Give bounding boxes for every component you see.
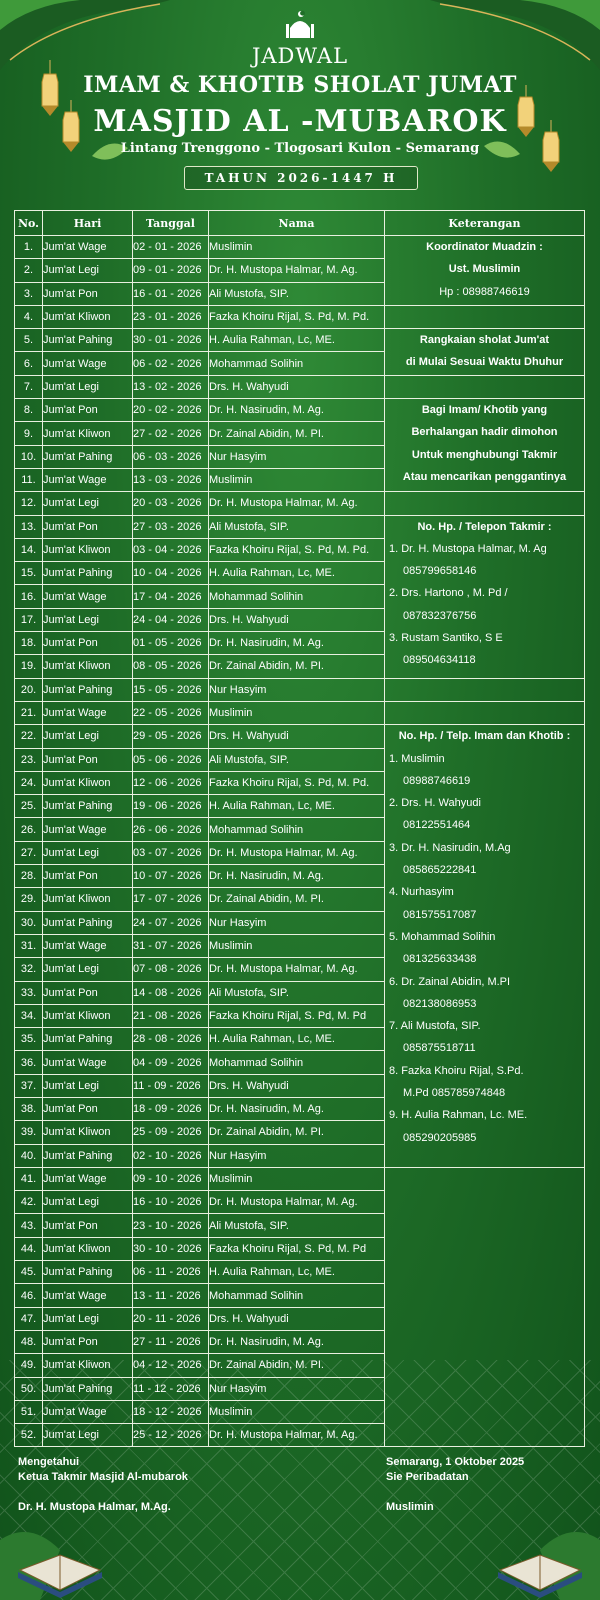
row-name: Muslimin [209, 701, 385, 724]
row-name: Ali Mustofa, SIP. [209, 515, 385, 538]
keterangan-line: Atau mencarikan penggantinya [402, 470, 567, 483]
keterangan-line: 5. Mohammad Solihin [389, 930, 496, 943]
keterangan-line: 1. Dr. H. Mustopa Halmar, M. Ag [389, 542, 547, 555]
footer-left-line2: Ketua Takmir Masjid Al-mubarok [18, 1471, 188, 1483]
row-day: Jum'at Wage [43, 236, 133, 259]
row-number: 41. [15, 1167, 43, 1190]
row-day: Jum'at Pahing [43, 911, 133, 934]
row-name: H. Aulia Rahman, Lc, ME. [209, 329, 385, 352]
keterangan-line [385, 492, 584, 514]
row-number: 22. [15, 725, 43, 748]
keterangan-line: 087832376756 [403, 609, 477, 622]
row-name: Dr. Zainal Abidin, M. PI. [209, 1121, 385, 1144]
keterangan-line [385, 702, 584, 724]
row-number: 12. [15, 492, 43, 515]
keterangan-cell [385, 515, 585, 678]
row-date: 13 - 11 - 2026 [133, 1284, 209, 1307]
row-number: 44. [15, 1237, 43, 1260]
quran-icon [490, 1500, 600, 1600]
row-day: Jum'at Kliwon [43, 771, 133, 794]
keterangan-line: 8. Fazka Khoiru Rijal, S.Pd. [389, 1064, 524, 1077]
keterangan-line: 9. H. Aulia Rahman, Lc. ME. [389, 1109, 528, 1122]
keterangan-line: M.Pd 085785974848 [403, 1086, 506, 1099]
keterangan-line: 3. Dr. H. Nasirudin, M.Ag [389, 841, 511, 854]
table-header-row [15, 211, 585, 236]
row-date: 27 - 03 - 2026 [133, 515, 209, 538]
keterangan-line: 081575517087 [403, 908, 477, 921]
column-header-hari: Hari [43, 211, 133, 236]
row-day: Jum'at Pon [43, 748, 133, 771]
table-row [15, 515, 585, 538]
keterangan-line: 2. Drs. H. Wahyudi [389, 797, 481, 810]
keterangan-cell [385, 236, 585, 306]
row-name: Dr. H. Nasirudin, M. Ag. [209, 399, 385, 422]
row-number: 21. [15, 701, 43, 724]
row-day: Jum'at Kliwon [43, 888, 133, 911]
keterangan-line: 085875518711 [403, 1042, 476, 1055]
row-name: Muslimin [209, 934, 385, 957]
row-number: 2. [15, 259, 43, 282]
row-date: 23 - 01 - 2026 [133, 305, 209, 328]
keterangan-line: 3. Rustam Santiko, S E [389, 632, 503, 645]
row-date: 05 - 06 - 2026 [133, 748, 209, 771]
row-day: Jum'at Wage [43, 818, 133, 841]
row-day: Jum'at Pon [43, 1330, 133, 1353]
row-number: 33. [15, 981, 43, 1004]
keterangan-cell [385, 399, 585, 492]
row-day: Jum'at Pon [43, 1097, 133, 1120]
address: Lintang Trenggono - Tlogosari Kulon - Semarang [120, 141, 480, 156]
table-row [15, 1167, 585, 1190]
row-number: 25. [15, 795, 43, 818]
mosque-name: MASJID AL -MUBAROK [93, 104, 507, 139]
table-row [15, 492, 585, 515]
keterangan-cell [385, 725, 585, 1168]
row-date: 13 - 02 - 2026 [133, 375, 209, 398]
row-date: 06 - 03 - 2026 [133, 445, 209, 468]
table-row [15, 725, 585, 748]
row-number: 11. [15, 468, 43, 491]
row-date: 15 - 05 - 2026 [133, 678, 209, 701]
row-date: 30 - 01 - 2026 [133, 329, 209, 352]
row-number: 47. [15, 1307, 43, 1330]
keterangan-line: 081325633438 [403, 953, 477, 966]
row-day: Jum'at Wage [43, 468, 133, 491]
row-date: 06 - 11 - 2026 [133, 1261, 209, 1284]
row-number: 5. [15, 329, 43, 352]
row-date: 24 - 04 - 2026 [133, 608, 209, 631]
row-date: 29 - 05 - 2026 [133, 725, 209, 748]
row-number: 43. [15, 1214, 43, 1237]
row-date: 07 - 08 - 2026 [133, 958, 209, 981]
footer-left-signatory: Dr. H. Mustopa Halmar, M.Ag. [18, 1501, 171, 1513]
row-name: Dr. H. Mustopa Halmar, M. Ag. [209, 1191, 385, 1214]
row-day: Jum'at Pon [43, 981, 133, 1004]
row-day: Jum'at Wage [43, 1167, 133, 1190]
row-number: 1. [15, 236, 43, 259]
row-date: 22 - 05 - 2026 [133, 701, 209, 724]
row-name: Mohammad Solihin [209, 818, 385, 841]
row-name: Muslimin [209, 468, 385, 491]
row-date: 17 - 04 - 2026 [133, 585, 209, 608]
row-day: Jum'at Legi [43, 1307, 133, 1330]
footer-left [18, 1455, 188, 1515]
row-day: Jum'at Kliwon [43, 1121, 133, 1144]
row-day: Jum'at Pahing [43, 1028, 133, 1051]
row-number: 9. [15, 422, 43, 445]
row-number: 35. [15, 1028, 43, 1051]
row-day: Jum'at Pon [43, 865, 133, 888]
column-header-keterangan: Keterangan [385, 211, 585, 236]
row-day: Jum'at Legi [43, 259, 133, 282]
keterangan-line [385, 376, 584, 398]
table-row [15, 329, 585, 352]
row-number: 42. [15, 1191, 43, 1214]
row-number: 17. [15, 608, 43, 631]
keterangan-cell [385, 492, 585, 515]
row-day: Jum'at Pahing [43, 678, 133, 701]
table-row [15, 375, 585, 398]
row-name: Ali Mustofa, SIP. [209, 282, 385, 305]
keterangan-line: Ust. Muslimin [448, 263, 521, 276]
row-number: 32. [15, 958, 43, 981]
row-day: Jum'at Legi [43, 608, 133, 631]
keterangan-line: 1. Muslimin [389, 752, 445, 765]
keterangan-line: 08988746619 [403, 774, 471, 787]
row-number: 16. [15, 585, 43, 608]
row-name: Dr. H. Mustopa Halmar, M. Ag. [209, 492, 385, 515]
row-day: Jum'at Wage [43, 701, 133, 724]
row-day: Jum'at Wage [43, 1284, 133, 1307]
row-date: 04 - 09 - 2026 [133, 1051, 209, 1074]
keterangan-cell [385, 1167, 585, 1447]
row-day: Jum'at Legi [43, 841, 133, 864]
row-name: Dr. H. Mustopa Halmar, M. Ag. [209, 841, 385, 864]
row-date: 24 - 07 - 2026 [133, 911, 209, 934]
row-name: Dr. Zainal Abidin, M. PI. [209, 422, 385, 445]
footer-right-line2: Sie Peribadatan [386, 1471, 469, 1483]
row-name: Drs. H. Wahyudi [209, 725, 385, 748]
keterangan-line: di Mulai Sesuai Waktu Dhuhur [405, 356, 564, 369]
row-name: Nur Hasyim [209, 1377, 385, 1400]
row-name: Fazka Khoiru Rijal, S. Pd, M. Pd. [209, 305, 385, 328]
row-day: Jum'at Kliwon [43, 1237, 133, 1260]
row-day: Jum'at Kliwon [43, 1354, 133, 1377]
row-number: 37. [15, 1074, 43, 1097]
row-number: 48. [15, 1330, 43, 1353]
row-date: 20 - 03 - 2026 [133, 492, 209, 515]
row-day: Jum'at Kliwon [43, 538, 133, 561]
row-name: Dr. Zainal Abidin, M. PI. [209, 655, 385, 678]
row-name: Nur Hasyim [209, 911, 385, 934]
row-name: Mohammad Solihin [209, 352, 385, 375]
row-date: 01 - 05 - 2026 [133, 632, 209, 655]
row-date: 11 - 12 - 2026 [133, 1377, 209, 1400]
row-number: 34. [15, 1004, 43, 1027]
row-number: 19. [15, 655, 43, 678]
row-name: H. Aulia Rahman, Lc, ME. [209, 1261, 385, 1284]
row-name: Nur Hasyim [209, 1144, 385, 1167]
row-date: 21 - 08 - 2026 [133, 1004, 209, 1027]
row-date: 10 - 04 - 2026 [133, 562, 209, 585]
row-number: 36. [15, 1051, 43, 1074]
row-date: 13 - 03 - 2026 [133, 468, 209, 491]
row-name: Fazka Khoiru Rijal, S. Pd, M. Pd [209, 1004, 385, 1027]
row-day: Jum'at Pahing [43, 329, 133, 352]
keterangan-line: Rangkaian sholat Jum'at [419, 334, 550, 347]
row-day: Jum'at Pahing [43, 1261, 133, 1284]
row-day: Jum'at Pon [43, 515, 133, 538]
keterangan-line: Untuk menghubungi Takmir [411, 448, 558, 461]
row-date: 30 - 10 - 2026 [133, 1237, 209, 1260]
row-number: 6. [15, 352, 43, 375]
keterangan-line: 085865222841 [403, 864, 477, 877]
row-number: 50. [15, 1377, 43, 1400]
row-number: 27. [15, 841, 43, 864]
row-number: 3. [15, 282, 43, 305]
row-number: 49. [15, 1354, 43, 1377]
row-name: Fazka Khoiru Rijal, S. Pd, M. Pd [209, 1237, 385, 1260]
row-number: 13. [15, 515, 43, 538]
mosque-icon [284, 10, 316, 40]
row-name: Mohammad Solihin [209, 1051, 385, 1074]
row-number: 20. [15, 678, 43, 701]
column-header-nama: Nama [209, 211, 385, 236]
keterangan-line: Berhalangan hadir dimohon [411, 426, 558, 439]
row-name: Nur Hasyim [209, 678, 385, 701]
row-day: Jum'at Pon [43, 282, 133, 305]
row-name: Drs. H. Wahyudi [209, 1074, 385, 1097]
row-number: 39. [15, 1121, 43, 1144]
keterangan-cell [385, 678, 585, 701]
row-date: 20 - 02 - 2026 [133, 399, 209, 422]
footer-left-line1: Mengetahui [18, 1456, 80, 1468]
row-date: 09 - 01 - 2026 [133, 259, 209, 282]
row-name: Ali Mustofa, SIP. [209, 748, 385, 771]
keterangan-cell [385, 329, 585, 376]
row-day: Jum'at Legi [43, 1074, 133, 1097]
row-name: Dr. H. Nasirudin, M. Ag. [209, 632, 385, 655]
keterangan-line: 08122551464 [403, 819, 471, 832]
row-day: Jum'at Kliwon [43, 305, 133, 328]
row-name: H. Aulia Rahman, Lc, ME. [209, 1028, 385, 1051]
row-date: 02 - 01 - 2026 [133, 236, 209, 259]
row-date: 11 - 09 - 2026 [133, 1074, 209, 1097]
row-name: H. Aulia Rahman, Lc, ME. [209, 562, 385, 585]
row-name: Dr. Zainal Abidin, M. PI. [209, 888, 385, 911]
row-name: Muslimin [209, 236, 385, 259]
row-number: 29. [15, 888, 43, 911]
column-header-tanggal: Tanggal [133, 211, 209, 236]
table-row [15, 678, 585, 701]
row-date: 10 - 07 - 2026 [133, 865, 209, 888]
table-row [15, 236, 585, 259]
row-date: 08 - 05 - 2026 [133, 655, 209, 678]
keterangan-line: 7. Ali Mustofa, SIP. [389, 1020, 481, 1033]
row-number: 26. [15, 818, 43, 841]
row-number: 31. [15, 934, 43, 957]
keterangan-cell [385, 375, 585, 398]
row-date: 26 - 06 - 2026 [133, 818, 209, 841]
row-name: Fazka Khoiru Rijal, S. Pd, M. Pd. [209, 771, 385, 794]
row-day: Jum'at Legi [43, 375, 133, 398]
table-row [15, 305, 585, 328]
row-day: Jum'at Legi [43, 958, 133, 981]
keterangan-line [385, 679, 584, 701]
row-name: Muslimin [209, 1400, 385, 1423]
row-name: Fazka Khoiru Rijal, S. Pd, M. Pd. [209, 538, 385, 561]
row-date: 31 - 07 - 2026 [133, 934, 209, 957]
row-day: Jum'at Wage [43, 1051, 133, 1074]
row-date: 25 - 09 - 2026 [133, 1121, 209, 1144]
row-date: 14 - 08 - 2026 [133, 981, 209, 1004]
row-number: 52. [15, 1424, 43, 1447]
row-day: Jum'at Pon [43, 399, 133, 422]
row-number: 7. [15, 375, 43, 398]
row-day: Jum'at Legi [43, 492, 133, 515]
row-name: H. Aulia Rahman, Lc, ME. [209, 795, 385, 818]
row-date: 18 - 12 - 2026 [133, 1400, 209, 1423]
row-date: 12 - 06 - 2026 [133, 771, 209, 794]
row-name: Dr. H. Nasirudin, M. Ag. [209, 1330, 385, 1353]
keterangan-line: 6. Dr. Zainal Abidin, M.PI [389, 975, 511, 988]
row-name: Ali Mustofa, SIP. [209, 981, 385, 1004]
row-day: Jum'at Pahing [43, 1377, 133, 1400]
title-line-2: IMAM & KHOTIB SHOLAT JUMAT [83, 72, 517, 98]
row-date: 09 - 10 - 2026 [133, 1167, 209, 1190]
keterangan-line: Koordinator Muadzin : [426, 241, 543, 253]
keterangan-line: Bagi Imam/ Khotib yang [421, 404, 548, 417]
row-date: 27 - 02 - 2026 [133, 422, 209, 445]
row-name: Mohammad Solihin [209, 1284, 385, 1307]
row-date: 03 - 07 - 2026 [133, 841, 209, 864]
row-number: 18. [15, 632, 43, 655]
keterangan-line: 085290205985 [403, 1131, 477, 1144]
footer-right-signatory: Muslimin [386, 1501, 434, 1513]
row-name: Dr. H. Nasirudin, M. Ag. [209, 1097, 385, 1120]
row-date: 06 - 02 - 2026 [133, 352, 209, 375]
row-day: Jum'at Pahing [43, 795, 133, 818]
row-number: 40. [15, 1144, 43, 1167]
keterangan-line: 085799658146 [403, 565, 477, 578]
row-date: 25 - 12 - 2026 [133, 1424, 209, 1447]
row-day: Jum'at Kliwon [43, 655, 133, 678]
footer-right-line1: Semarang, 1 Oktober 2025 [386, 1456, 525, 1468]
row-date: 16 - 10 - 2026 [133, 1191, 209, 1214]
row-day: Jum'at Kliwon [43, 1004, 133, 1027]
row-name: Drs. H. Wahyudi [209, 608, 385, 631]
row-date: 03 - 04 - 2026 [133, 538, 209, 561]
row-number: 4. [15, 305, 43, 328]
row-name: Mohammad Solihin [209, 585, 385, 608]
row-name: Drs. H. Wahyudi [209, 375, 385, 398]
row-day: Jum'at Pahing [43, 562, 133, 585]
keterangan-line [385, 1168, 584, 1190]
row-number: 38. [15, 1097, 43, 1120]
row-day: Jum'at Legi [43, 1191, 133, 1214]
row-date: 17 - 07 - 2026 [133, 888, 209, 911]
row-number: 30. [15, 911, 43, 934]
row-date: 23 - 10 - 2026 [133, 1214, 209, 1237]
table-row [15, 399, 585, 422]
row-date: 02 - 10 - 2026 [133, 1144, 209, 1167]
year-badge: TAHUN 2026-1447 H [184, 166, 418, 190]
row-number: 23. [15, 748, 43, 771]
row-day: Jum'at Kliwon [43, 422, 133, 445]
row-name: Muslimin [209, 1167, 385, 1190]
row-date: 18 - 09 - 2026 [133, 1097, 209, 1120]
row-date: 27 - 11 - 2026 [133, 1330, 209, 1353]
row-name: Dr. H. Mustopa Halmar, M. Ag. [209, 259, 385, 282]
row-name: Drs. H. Wahyudi [209, 1307, 385, 1330]
row-number: 24. [15, 771, 43, 794]
row-name: Ali Mustofa, SIP. [209, 1214, 385, 1237]
quran-icon [0, 1500, 110, 1600]
row-date: 19 - 06 - 2026 [133, 795, 209, 818]
row-day: Jum'at Pahing [43, 1144, 133, 1167]
table-row [15, 701, 585, 724]
row-day: Jum'at Wage [43, 585, 133, 608]
row-number: 10. [15, 445, 43, 468]
title-line-1: JADWAL [251, 44, 349, 68]
row-name: Dr. H. Mustopa Halmar, M. Ag. [209, 1424, 385, 1447]
row-number: 8. [15, 399, 43, 422]
column-header-no: No. [15, 211, 43, 236]
schedule-table [14, 210, 585, 1447]
keterangan-line: No. Hp. / Telepon Takmir : [417, 520, 552, 533]
row-name: Dr. Zainal Abidin, M. PI. [209, 1354, 385, 1377]
row-day: Jum'at Legi [43, 725, 133, 748]
row-day: Jum'at Pon [43, 1214, 133, 1237]
keterangan-cell [385, 701, 585, 724]
row-number: 45. [15, 1261, 43, 1284]
keterangan-cell [385, 305, 585, 328]
row-name: Nur Hasyim [209, 445, 385, 468]
row-day: Jum'at Pon [43, 632, 133, 655]
row-day: Jum'at Wage [43, 1400, 133, 1423]
row-date: 16 - 01 - 2026 [133, 282, 209, 305]
row-number: 15. [15, 562, 43, 585]
row-day: Jum'at Wage [43, 934, 133, 957]
row-day: Jum'at Legi [43, 1424, 133, 1447]
keterangan-line: 082138086953 [403, 997, 477, 1010]
keterangan-line: No. Hp. / Telp. Imam dan Khotib : [398, 730, 571, 743]
row-number: 46. [15, 1284, 43, 1307]
row-day: Jum'at Wage [43, 352, 133, 375]
keterangan-line: 4. Nurhasyim [389, 886, 454, 899]
row-name: Dr. H. Mustopa Halmar, M. Ag. [209, 958, 385, 981]
keterangan-line: 089504634118 [403, 654, 476, 667]
row-day: Jum'at Pahing [43, 445, 133, 468]
row-date: 28 - 08 - 2026 [133, 1028, 209, 1051]
row-date: 20 - 11 - 2026 [133, 1307, 209, 1330]
footer-right [386, 1455, 524, 1515]
row-number: 51. [15, 1400, 43, 1423]
keterangan-line [385, 306, 584, 328]
keterangan-line: Hp : 08988746619 [439, 285, 530, 298]
row-number: 14. [15, 538, 43, 561]
keterangan-line: 2. Drs. Hartono , M. Pd / [389, 587, 508, 600]
row-number: 28. [15, 865, 43, 888]
row-date: 04 - 12 - 2026 [133, 1354, 209, 1377]
row-name: Dr. H. Nasirudin, M. Ag. [209, 865, 385, 888]
